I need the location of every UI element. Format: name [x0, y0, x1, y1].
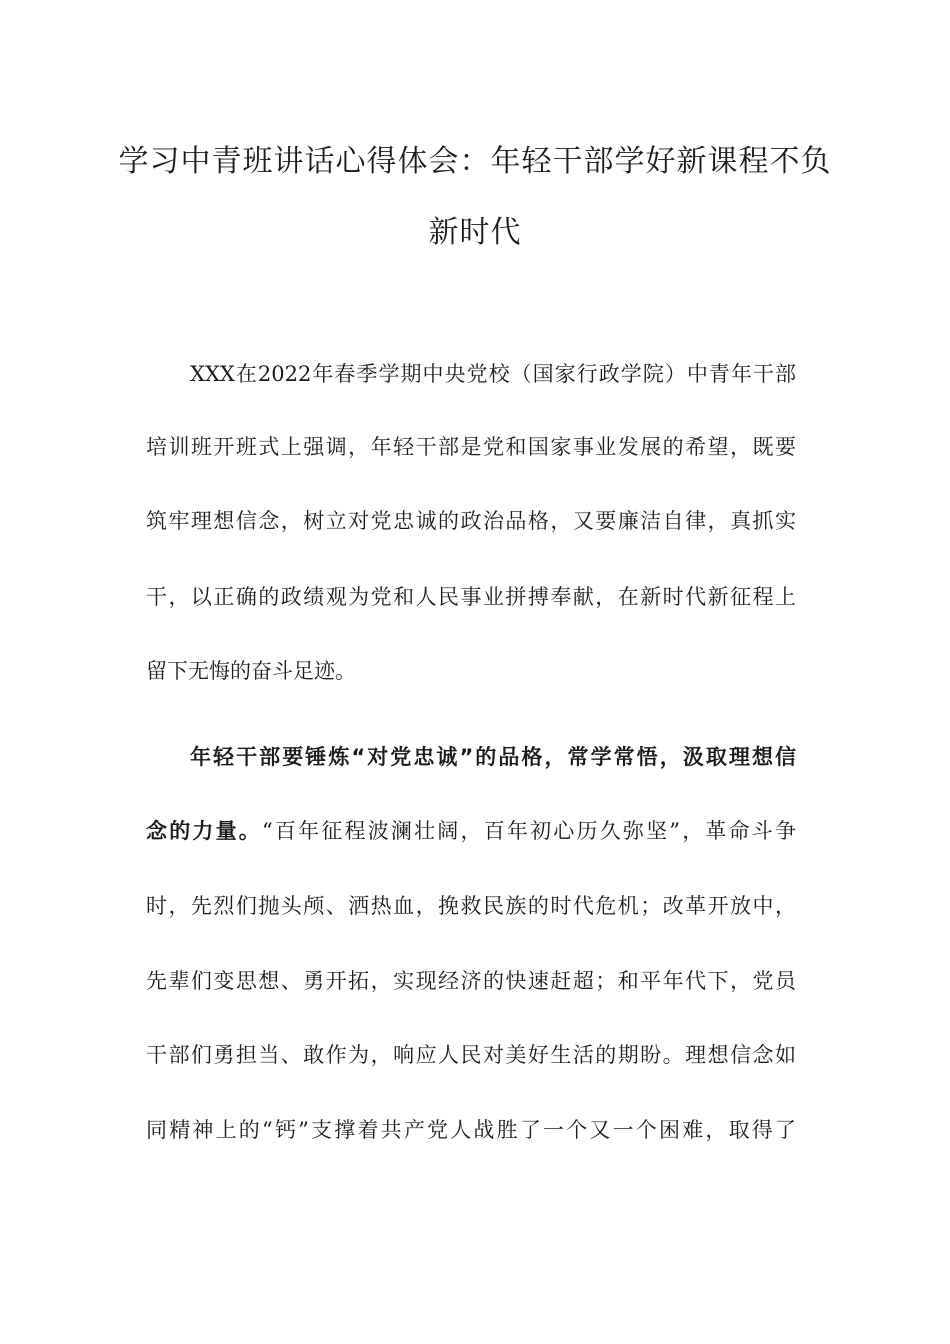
document-title-line-2: 新时代 [428, 215, 522, 250]
paragraph-2-heading-line-2: 念的力量。 [146, 819, 262, 843]
paragraph-1-line-2: 培训班开班式上强调，年轻干部是党和国家事业发展的希望，既要 [146, 435, 796, 459]
paragraph-2-heading-line-1: 年轻干部要锤炼“对党忠诚”的品格，常学常悟，汲取理想信 [190, 745, 796, 769]
paragraph-1-line-3: 筑牢理想信念，树立对党忠诚的政治品格，又要廉洁自律，真抓实 [146, 509, 796, 533]
paragraph-1-line-1: XXX在2022年春季学期中央党校（国家行政学院）中青年干部 [190, 362, 796, 386]
paragraph-2-line-5: 干部们勇担当、敢作为，响应人民对美好生活的期盼。理想信念如 [146, 1043, 796, 1067]
document-title-line-1: 学习中青班讲话心得体会：年轻干部学好新课程不负 [118, 144, 832, 179]
paragraph-1-line-5: 留下无悔的奋斗足迹。 [146, 659, 356, 683]
paragraph-1-line-4: 干，以正确的政绩观为党和人民事业拼搏奉献，在新时代新征程上 [146, 585, 796, 609]
paragraph-2-line-2 [146, 816, 796, 846]
paragraph-2-line-6: 同精神上的“钙”支撑着共产党人战胜了一个又一个困难，取得了 [146, 1118, 796, 1142]
paragraph-2-line-2-rest: “百年征程波澜壮阔，百年初心历久弥坚”，革命斗争 [262, 819, 797, 843]
paragraph-2-line-4: 先辈们变思想、勇开拓，实现经济的快速赶超；和平年代下，党员 [146, 969, 796, 993]
paragraph-2-line-3: 时，先烈们抛头颅、洒热血，挽救民族的时代危机；改革开放中， [146, 894, 796, 918]
